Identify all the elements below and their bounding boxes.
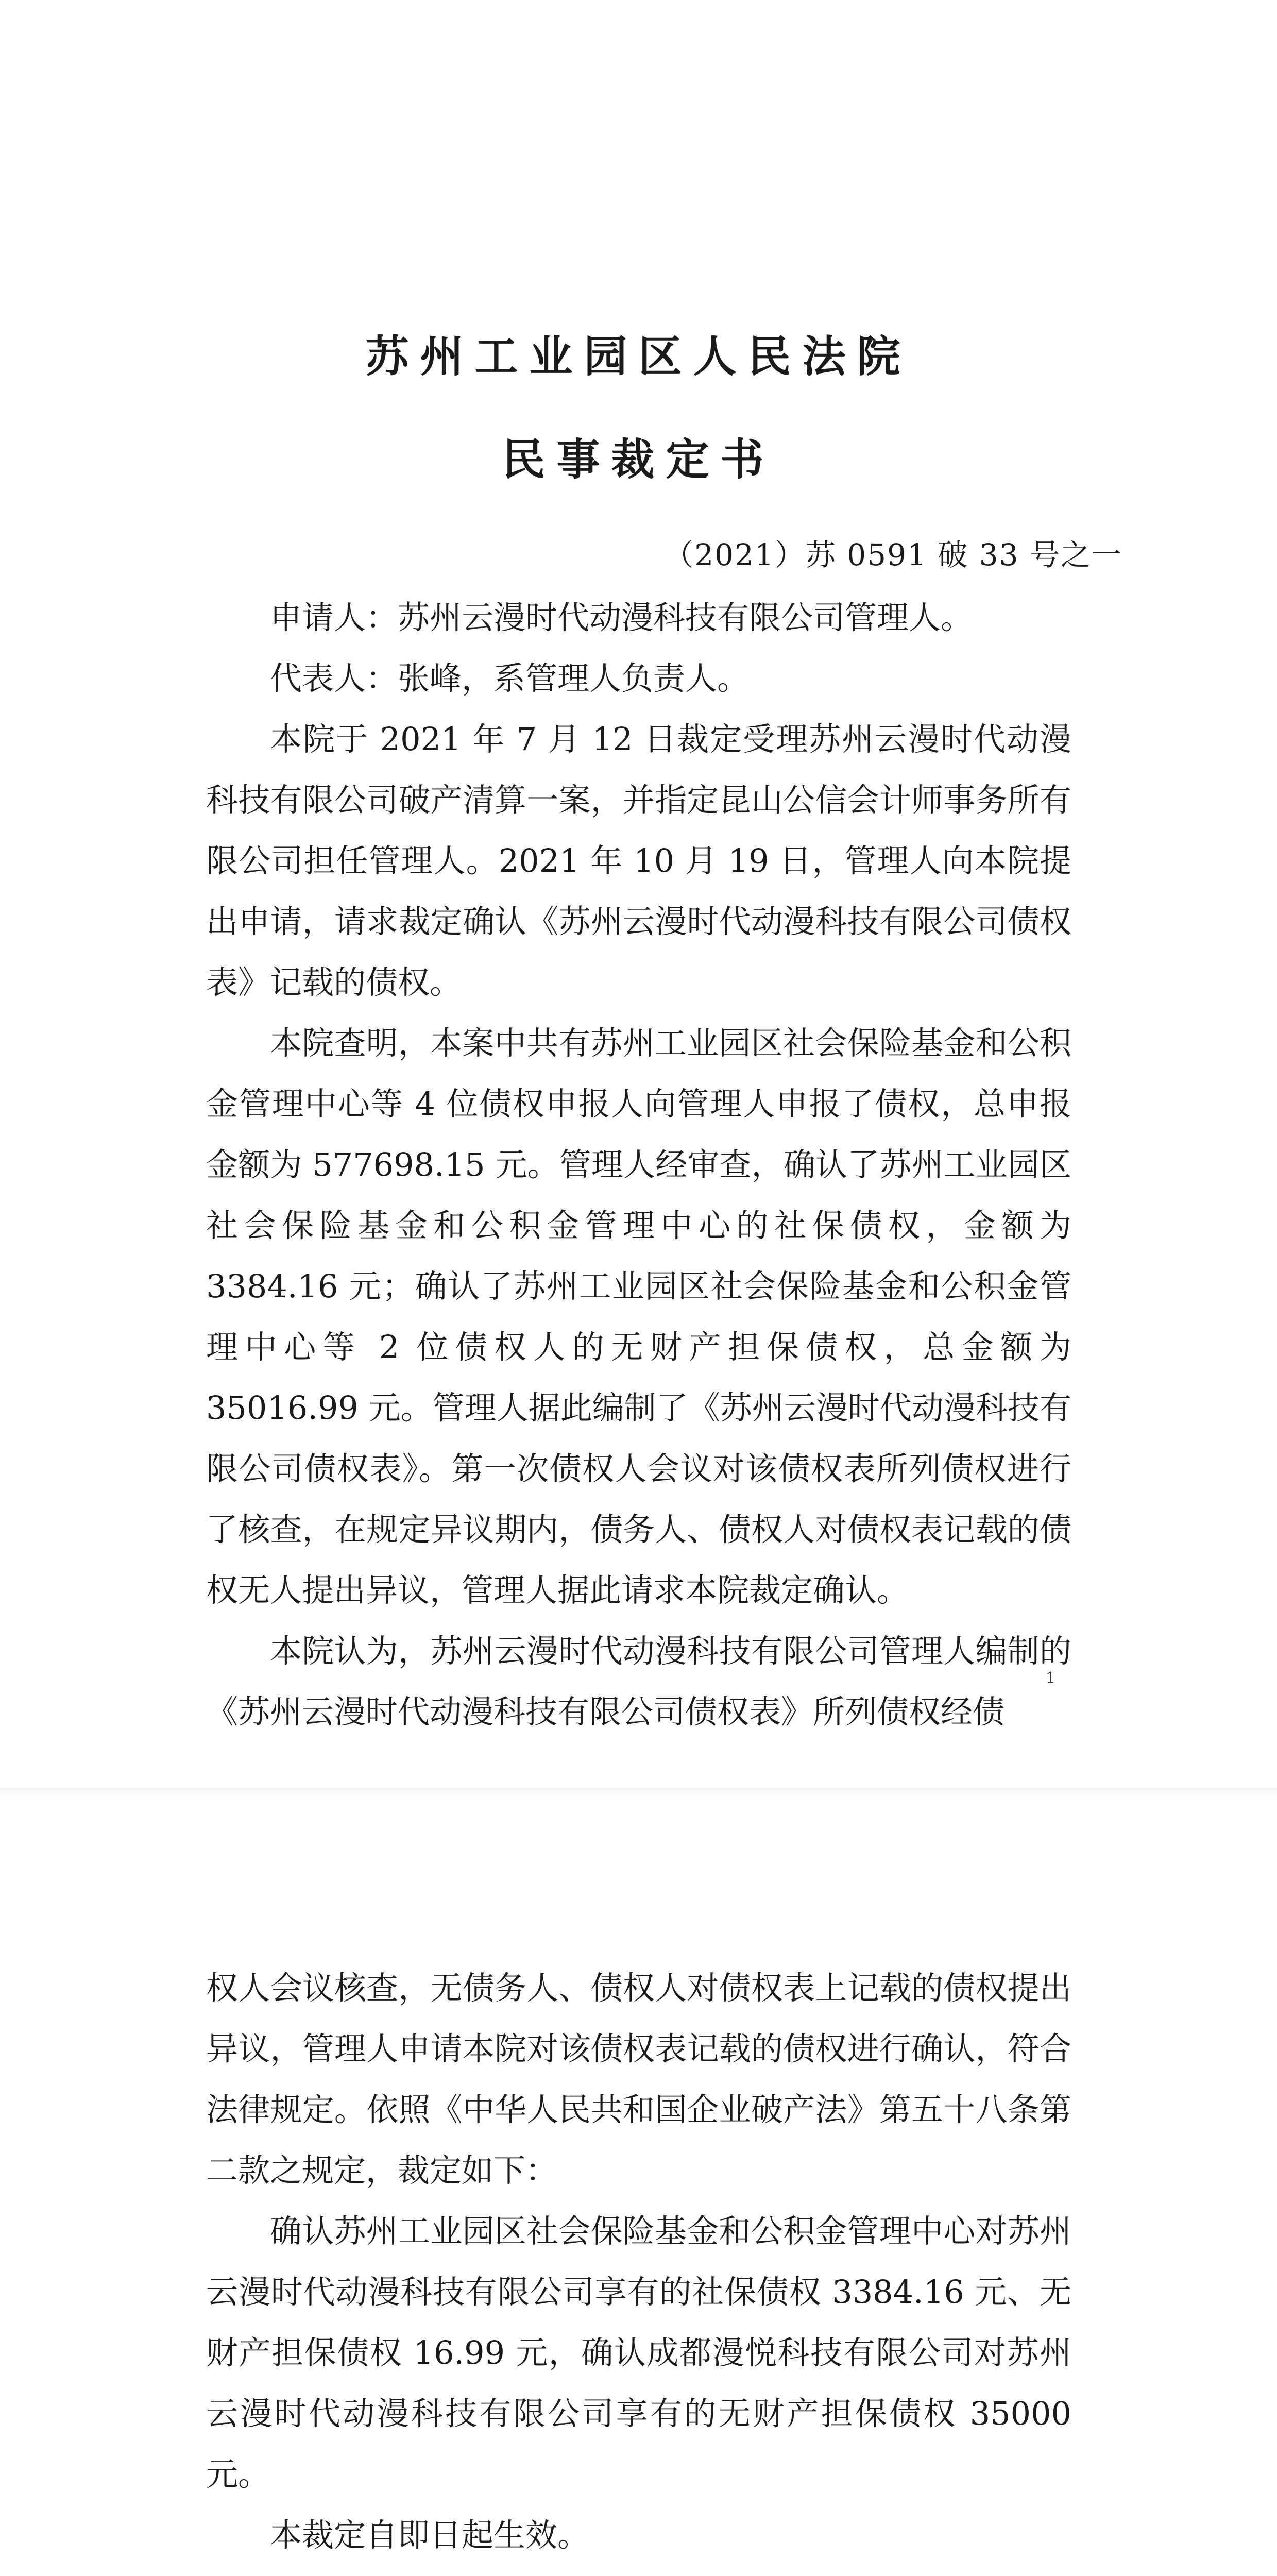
representative-line: 代表人：张峰，系管理人负责人。 xyxy=(270,659,750,697)
findings-paragraph: 本院查明，本案中共有苏州工业园区社会保险基金和公积金管理中心等 4 位债权申报人向管理人申报了债权，总申报金额为 577698.15 元。管理人经审查，确认了苏州工业园区社会保险基金和公积金管理中心的社保债权，金额为 3384.16 元；确认了苏州工业园区社会保险基金和公积金管理中心等 2 位债权人的无财产担保债权，总金额为 35016.99 元。管理人据此编制了《苏州云漫时代动漫科技有限公司债权表》。第一次债权人会议对该债权表所列债权进行了核查，在规定异议期内，债务人、债权人对债权表记载的债权无人提出异议，管理人据此请求本院裁定确认。 xyxy=(206,1024,1071,1609)
court-title: 苏州工业园区人民法院 xyxy=(365,331,912,382)
page-gap xyxy=(0,1788,1277,1798)
case-number: （2021）苏 0591 破 33 号之一 xyxy=(663,537,1122,572)
opinion-paragraph: 本院认为，苏州云漫时代动漫科技有限公司管理人编制的《苏州云漫时代动漫科技有限公司债权表》所列债权经债 xyxy=(206,1632,1071,1731)
opinion-continuation: 权人会议核查，无债务人、债权人对债权表上记载的债权提出异议，管理人申请本院对该债权表记载的债权进行确认，符合法律规定。依照《中华人民共和国企业破产法》第五十八条第二款之规定，裁定如下： xyxy=(206,1969,1071,2189)
ruling-paragraph: 确认苏州工业园区社会保险基金和公积金管理中心对苏州云漫时代动漫科技有限公司享有的社保债权 3384.16 元、无财产担保债权 16.99 元，确认成都漫悦科技有限公司对苏州云漫时代动漫科技有限公司享有的无财产担保债权 35000 元。 xyxy=(206,2212,1071,2493)
page-1-body xyxy=(206,587,1071,1742)
page-number-1: 1 xyxy=(1046,1669,1056,1687)
document-title: 民事裁定书 xyxy=(502,434,775,485)
page-2-body xyxy=(206,1958,1071,2566)
acceptance-paragraph: 本院于 2021 年 7 月 12 日裁定受理苏州云漫时代动漫科技有限公司破产清算一案，并指定昆山公信会计师事务所有限公司担任管理人。2021 年 10 月 19 日，管理人向本院提出申请，请求裁定确认《苏州云漫时代动漫科技有限公司债权表》记载的债权。 xyxy=(206,720,1071,1001)
applicant-line: 申请人：苏州云漫时代动漫科技有限公司管理人。 xyxy=(270,599,973,636)
effective-paragraph: 本裁定自即日起生效。 xyxy=(270,2516,590,2554)
